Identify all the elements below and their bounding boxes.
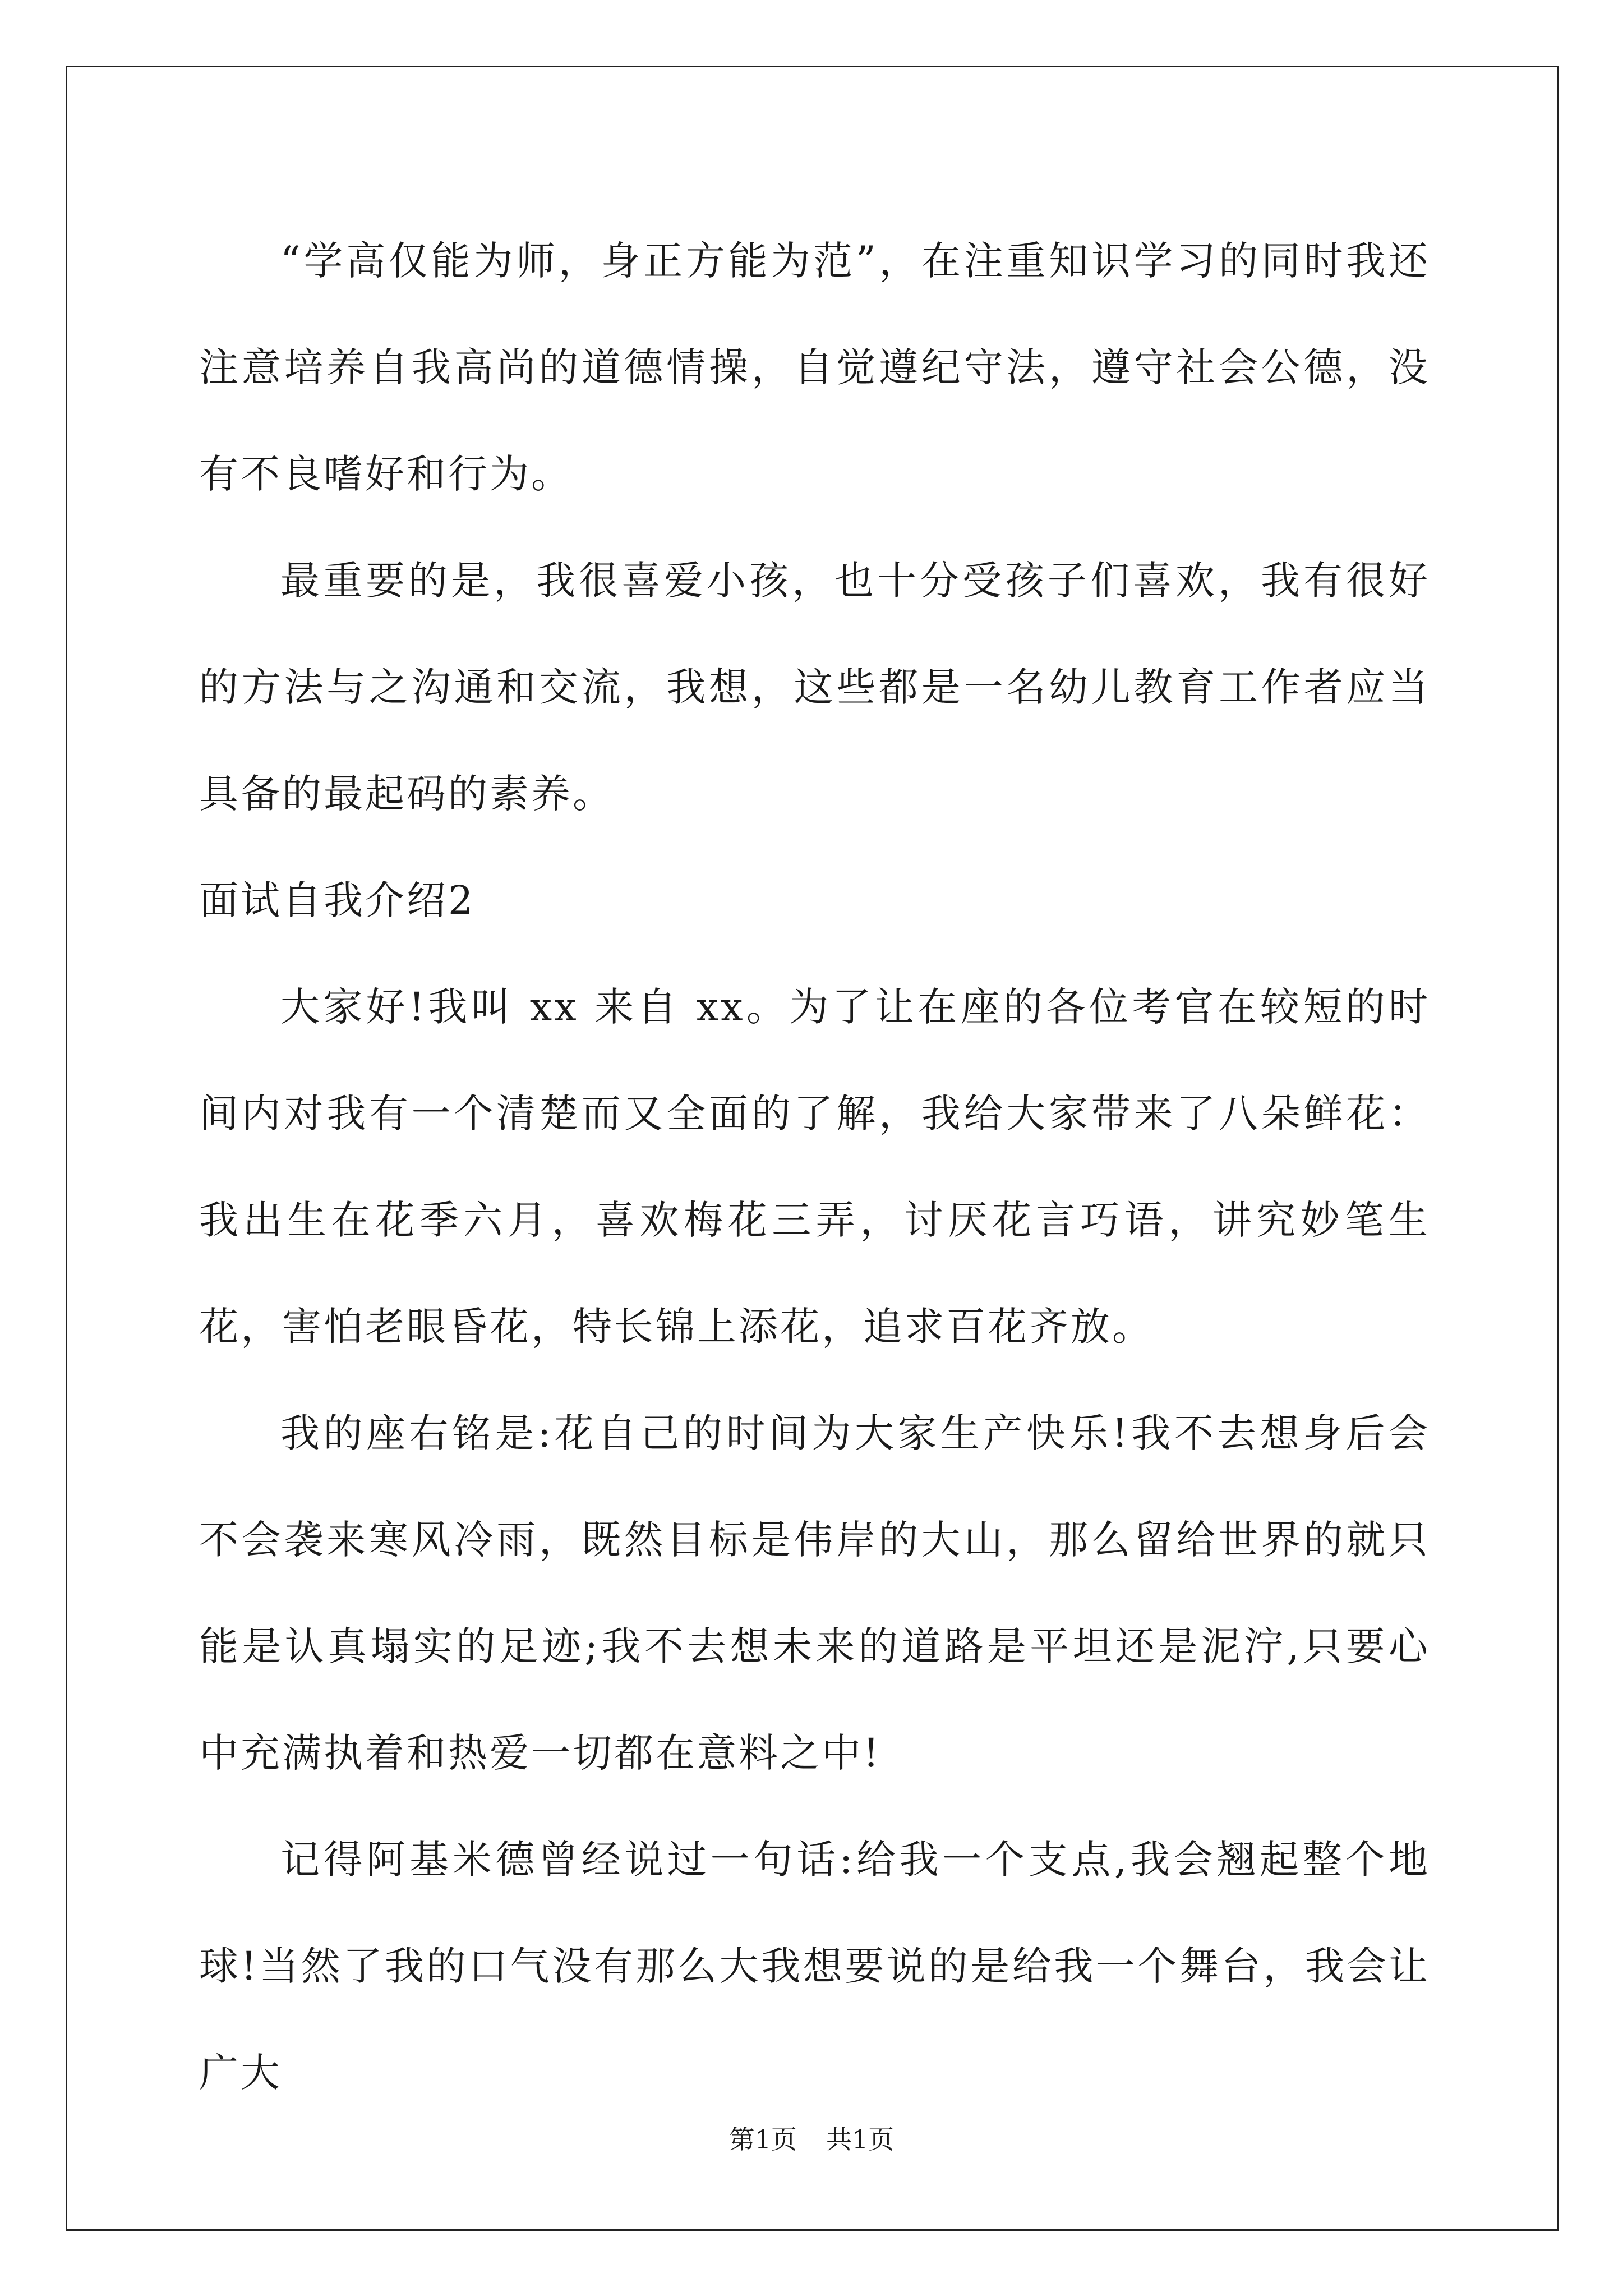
document-body [199,208,1430,2126]
paragraph-2: 最重要的是，我很喜爱小孩，也十分受孩子们喜欢，我有很好的方法与之沟通和交流，我想，这些都是一名幼儿教育工作者应当具备的最起码的素养。 [199,558,1430,817]
page-number: 第1页 [728,2124,797,2155]
paragraph-3: 大家好!我叫 xx 来自 xx。为了让在座的各位考官在较短的时间内对我有一个清楚而又全面的了解，我给大家带来了八朵鲜花：我出生在花季六月，喜欢梅花三弄，讨厌花言巧语，讲究妙笔生花，害怕老眼昏花，特长锦上添花，追求百花齐放。 [199,984,1430,1350]
section-heading: 面试自我介绍2 [199,877,476,923]
paragraph-1: “学高仅能为师，身正方能为范”，在注重知识学习的同时我还注意培养自我高尚的道德情操，自觉遵纪守法，遵守社会公德，没有不良嗜好和行为。 [199,238,1430,497]
page-footer [0,2119,1623,2156]
paragraph-4: 我的座右铭是:花自己的时间为大家生产快乐!我不去想身后会不会袭来寒风冷雨，既然目标是伟岸的大山，那么留给世界的就只能是认真塌实的足迹;我不去想未来的道路是平坦还是泥泞,只要心中充满执着和热爱一切都在意料之中! [199,1410,1430,1776]
page-total: 共1页 [826,2124,895,2155]
paragraph-5: 记得阿基米德曾经说过一句话:给我一个支点,我会翘起整个地球!当然了我的口气没有那么大我想要说的是给我一个舞台，我会让广大 [199,1837,1430,2096]
